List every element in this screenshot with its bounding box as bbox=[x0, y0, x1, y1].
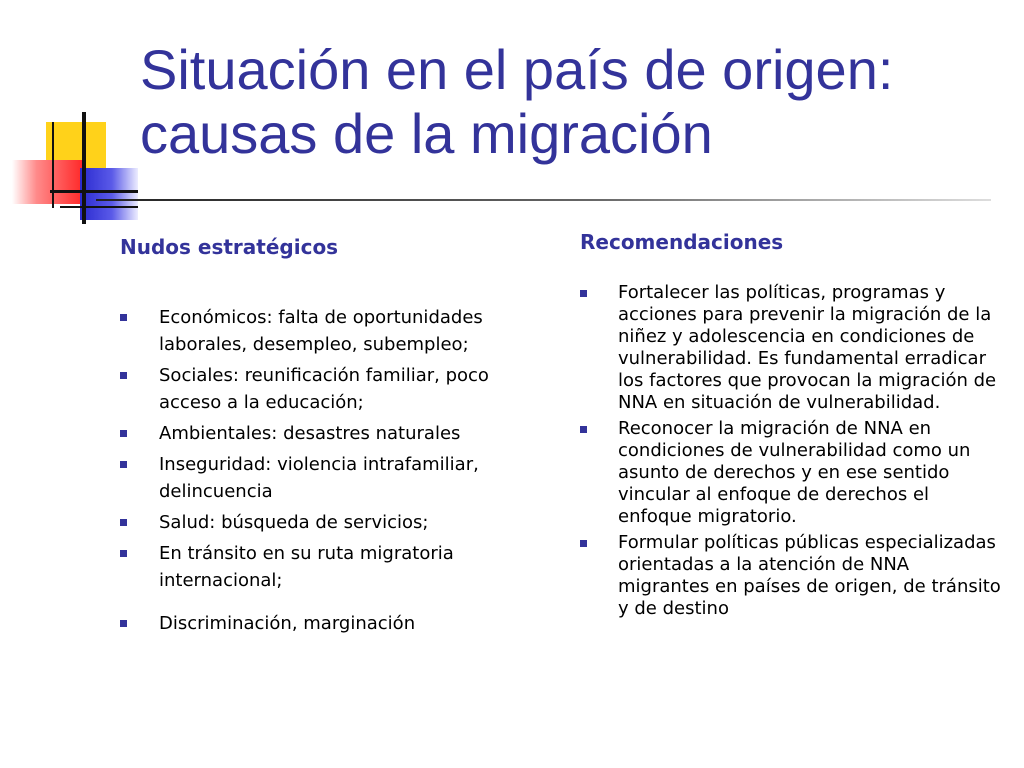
list-item bbox=[120, 362, 540, 416]
list-item-text: Salud: búsqueda de servicios; bbox=[159, 512, 429, 533]
ornament-line bbox=[52, 122, 54, 208]
list-item bbox=[120, 610, 540, 637]
right-column-heading: Recomendaciones bbox=[580, 230, 784, 254]
red-block bbox=[12, 160, 82, 204]
list-item bbox=[120, 451, 540, 505]
list-item bbox=[580, 282, 1005, 414]
list-item bbox=[120, 420, 540, 447]
square-bullet-icon bbox=[580, 540, 587, 547]
left-bullet-list bbox=[120, 304, 540, 637]
list-item bbox=[120, 304, 540, 358]
slide-title bbox=[140, 38, 1000, 166]
list-item-text: Ambientales: desastres naturales bbox=[159, 423, 461, 444]
square-bullet-icon bbox=[120, 314, 127, 321]
list-item-text: Formular políticas públicas especializadas orientadas a la atención de NNA migrantes en países de origen, de tránsito y de destino bbox=[618, 532, 1001, 619]
slide-title-line-2: causas de la migración bbox=[140, 102, 713, 165]
left-column bbox=[120, 233, 540, 641]
square-bullet-icon bbox=[120, 620, 127, 627]
right-bullet-list bbox=[580, 282, 1005, 620]
left-column-heading: Nudos estratégicos bbox=[120, 235, 339, 259]
blue-block bbox=[80, 168, 138, 220]
list-item-text: En tránsito en su ruta migratoria internacional; bbox=[159, 543, 454, 591]
square-bullet-icon bbox=[120, 372, 127, 379]
ornament-line bbox=[60, 206, 138, 208]
square-bullet-icon bbox=[580, 290, 587, 297]
square-bullet-icon bbox=[120, 519, 127, 526]
list-item bbox=[120, 509, 540, 536]
list-item-text: Económicos: falta de oportunidades laborales, desempleo, subempleo; bbox=[159, 307, 483, 355]
right-column bbox=[580, 228, 1005, 624]
list-item-text: Fortalecer las políticas, programas y acciones para prevenir la migración de la niñez y adolescencia en condiciones de vulnerabilidad. Es fundamental erradicar los factores que provocan la migración de NNA en situación de vulnerabilidad. bbox=[618, 282, 997, 413]
list-item bbox=[580, 532, 1005, 620]
decorative-blocks bbox=[0, 0, 150, 240]
list-item-text: Inseguridad: violencia intrafamiliar, delincuencia bbox=[159, 454, 479, 502]
slide-title-line-1: Situación en el país de origen: bbox=[140, 38, 894, 101]
list-item-text: Reconocer la migración de NNA en condiciones de vulnerabilidad como un asunto de derechos y en ese sentido vincular al enfoque de derechos el enfoque migratorio. bbox=[618, 418, 971, 527]
list-item-text: Sociales: reunificación familiar, poco acceso a la educación; bbox=[159, 365, 489, 413]
square-bullet-icon bbox=[120, 550, 127, 557]
square-bullet-icon bbox=[120, 430, 127, 437]
list-item bbox=[580, 418, 1005, 528]
square-bullet-icon bbox=[120, 461, 127, 468]
list-item bbox=[120, 540, 540, 594]
list-item-text: Discriminación, marginación bbox=[159, 613, 416, 634]
title-divider bbox=[96, 199, 991, 201]
square-bullet-icon bbox=[580, 426, 587, 433]
ornament-line bbox=[50, 190, 138, 193]
